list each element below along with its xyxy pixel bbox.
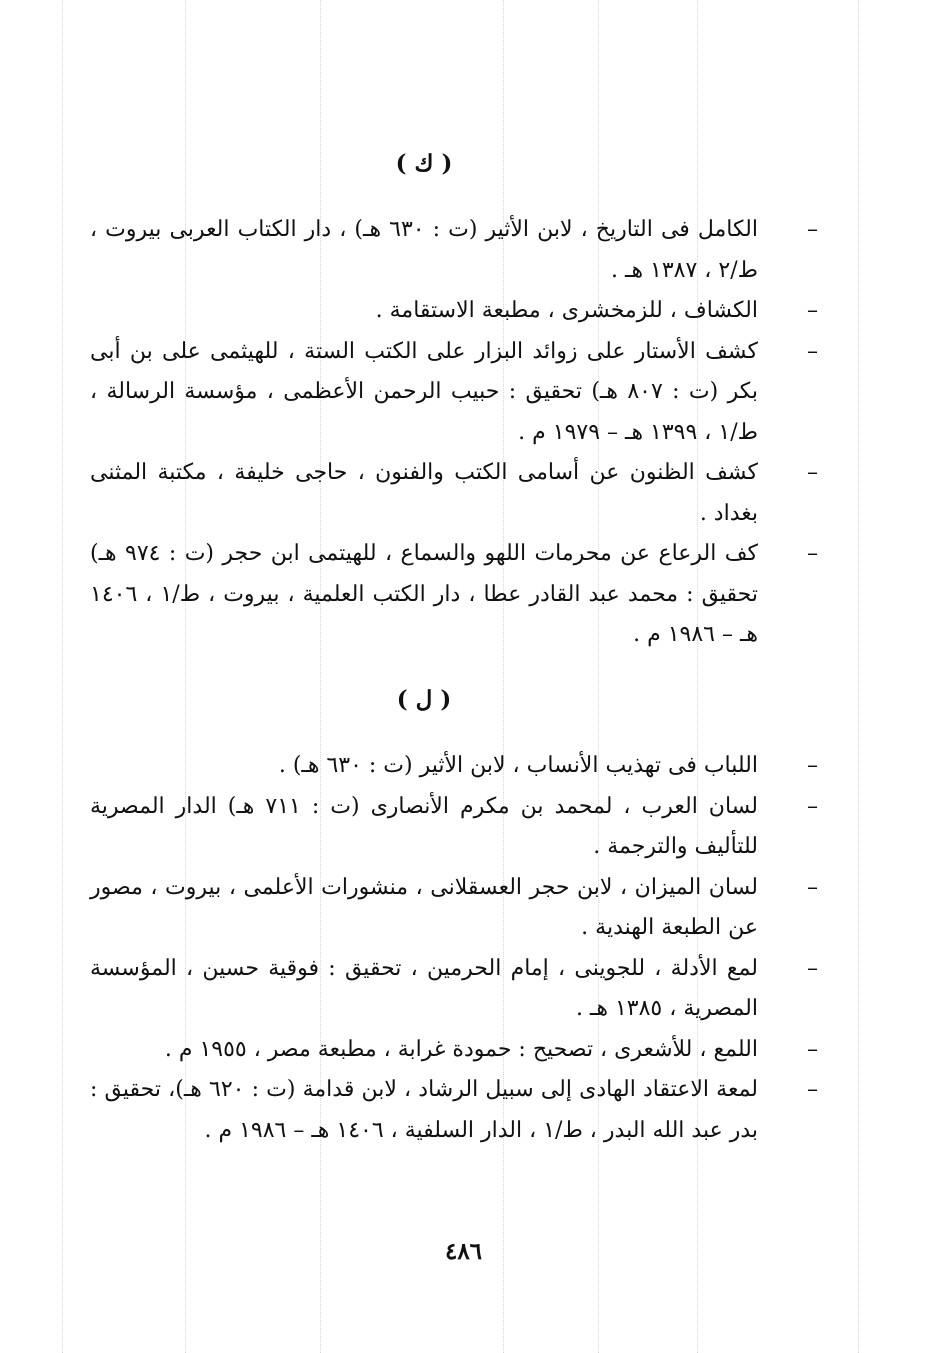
entry-text: لمعة الاعتقاد الهادى إلى سبيل الرشاد ، لابن قدامة (ت : ٦٢٠ هـ)، تحقيق : بدر عبد الله البدر ، ط/١ ، الدار السلفية ، ١٤٠٦ هـ – ١٩٨٦ م . <box>90 1077 758 1143</box>
scan-line <box>858 0 859 1353</box>
bibliography-entry <box>90 534 818 656</box>
bibliography-entry <box>90 332 818 454</box>
entry-dash: – <box>807 541 818 566</box>
entry-text: لسان الميزان ، لابن حجر العسقلانى ، منشورات الأعلمى ، بيروت ، مصور عن الطبعة الهندية . <box>90 874 758 940</box>
entry-text: اللمع ، للأشعرى ، تصحيح : حمودة غرابة ، مطبعة مصر ، ١٩٥٥ م . <box>164 1036 758 1062</box>
entry-text: كف الرعاع عن محرمات اللهو والسماع ، للهيتمى ابن حجر (ت : ٩٧٤ هـ) تحقيق : محمد عبد القادر عطا ، دار الكتب العلمية ، بيروت ، ط/١ ، ١٤٠٦ هـ – ١٩٨٦ م . <box>90 541 759 647</box>
entry-dash: – <box>807 793 818 819</box>
bibliography-entry <box>90 1030 818 1071</box>
entry-dash: – <box>807 217 818 242</box>
bibliography-entry <box>90 291 818 332</box>
entry-text: اللباب فى تهذيب الأنساب ، لابن الأثير (ت : ٦٣٠ هـ) . <box>278 753 758 778</box>
bibliography-entry <box>90 1070 818 1151</box>
section-heading-lam: ( ل ) <box>396 686 452 713</box>
entry-dash: – <box>807 1036 818 1062</box>
entry-dash: – <box>807 955 818 981</box>
bibliography-entry <box>90 453 818 534</box>
entry-text: كشف الأستار على زوائد البزار على الكتب الستة ، للهيثمى على بن أبى بكر (ت : ٨٠٧ هـ) تحقيق : حبيب الرحمن الأعظمى ، مؤسسة الرسالة ، ط/١ ، ١٣٩٩ هـ – ١٩٧٩ م . <box>90 338 758 445</box>
bibliography-entry <box>90 746 818 787</box>
entry-text: كشف الظنون عن أسامى الكتب والفنون ، حاجى خليفة ، مكتبة المثنى بغداد . <box>90 460 758 526</box>
entry-text: لمع الأدلة ، للجوينى ، إمام الحرمين ، تحقيق : فوقية حسين ، المؤسسة المصرية ، ١٣٨٥ هـ . <box>90 955 758 1021</box>
entry-text: لسان العرب ، لمحمد بن مكرم الأنصارى (ت : ٧١١ هـ) الدار المصرية للتأليف والترجمة . <box>90 793 758 859</box>
entry-list-kaf <box>90 210 818 656</box>
entry-text: الكامل فى التاريخ ، لابن الأثير (ت : ٦٣٠ هـ) ، دار الكتاب العربى بيروت ، ط/٢ ، ١٣٨٧ هـ . <box>90 217 758 283</box>
bibliography-entry <box>90 210 818 291</box>
bibliography-entry <box>90 787 818 868</box>
bibliography-entry <box>90 868 818 949</box>
entry-dash: – <box>807 753 818 778</box>
entry-text: الكشاف ، للزمخشرى ، مطبعة الاستقامة . <box>375 298 758 323</box>
entry-dash: – <box>807 874 818 900</box>
section-heading-kaf: ( ك ) <box>395 150 453 177</box>
page-number: ٤٨٦ <box>444 1238 483 1265</box>
entry-dash: – <box>807 1077 818 1102</box>
scan-line <box>62 0 63 1353</box>
entry-dash: – <box>807 298 818 323</box>
entry-dash: – <box>807 338 818 364</box>
entry-dash: – <box>807 460 818 485</box>
entry-list-lam <box>90 746 818 1151</box>
bibliography-entry <box>90 949 818 1030</box>
